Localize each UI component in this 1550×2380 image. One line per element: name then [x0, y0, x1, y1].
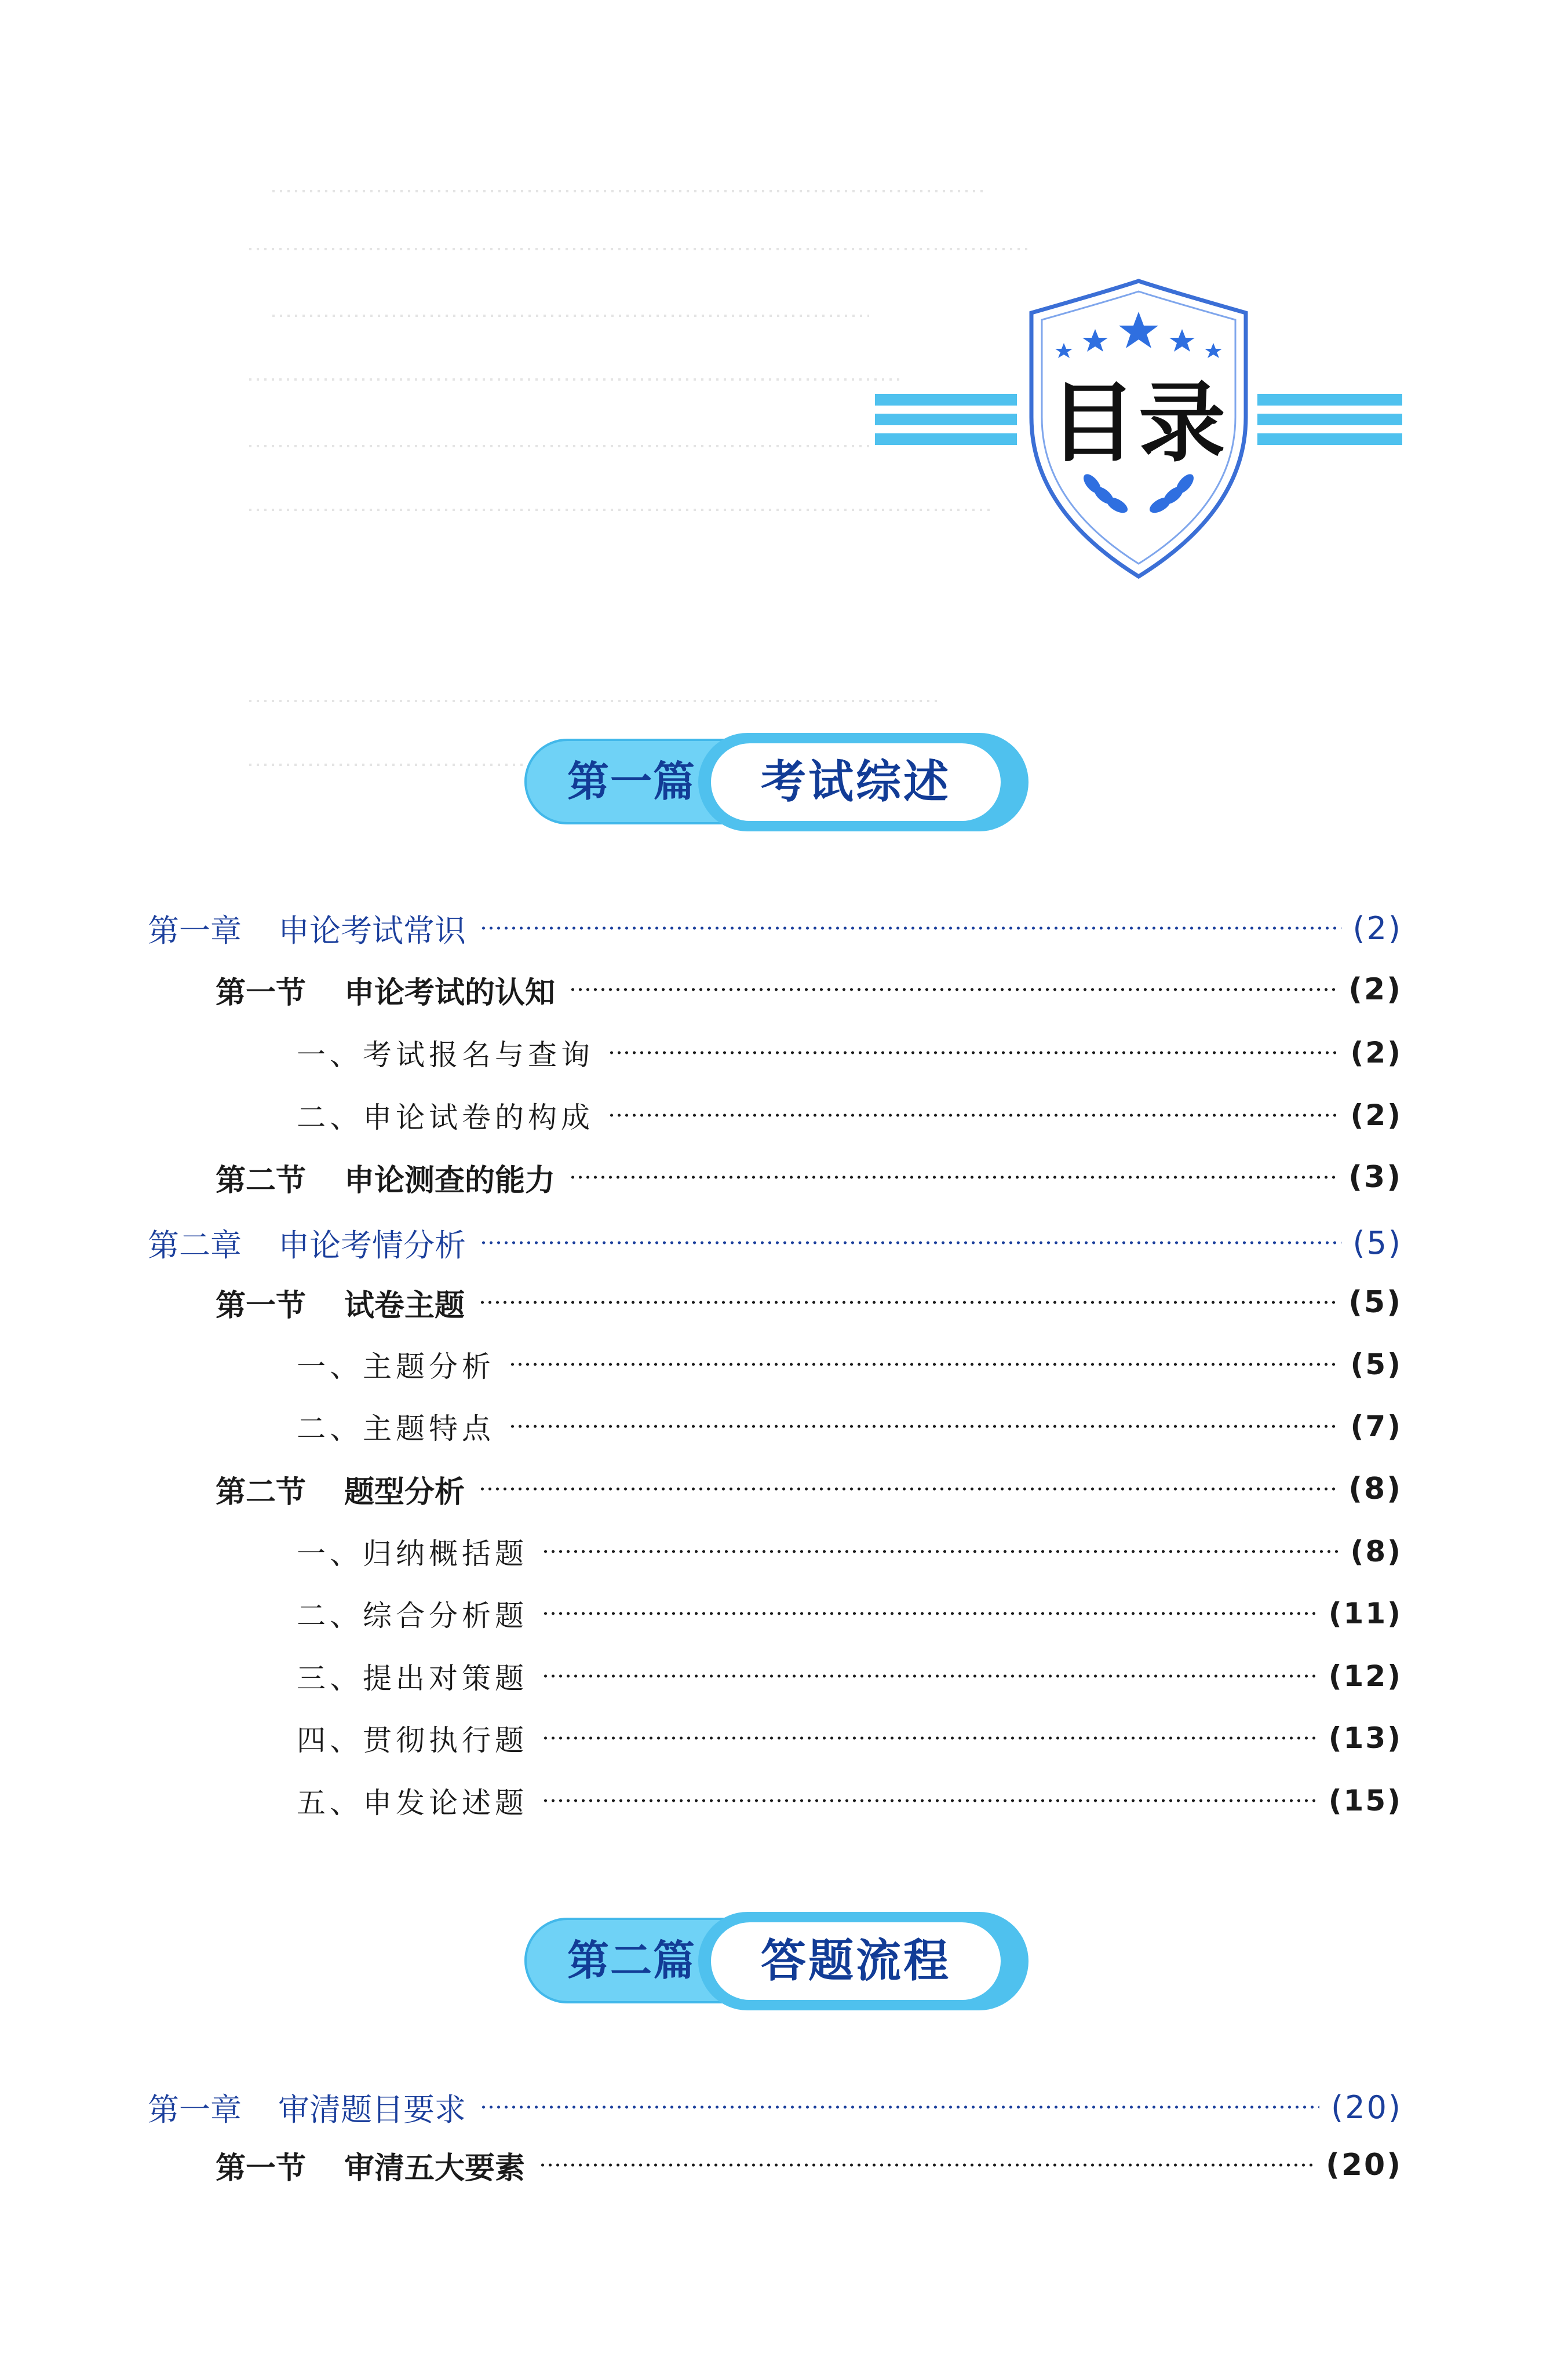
chapter-title: 申论考试常识 — [278, 912, 466, 949]
right-stripes — [1257, 394, 1402, 445]
toc-item-row[interactable] — [297, 1092, 1402, 1138]
section-title: 试卷主题 — [344, 1288, 465, 1323]
toc-item-row[interactable] — [297, 1590, 1402, 1637]
page-number: (12) — [1328, 1659, 1402, 1693]
page-number: (20) — [1326, 2148, 1402, 2182]
section-label: 第二节 — [216, 1474, 307, 1510]
toc-title: 目录 — [1049, 372, 1228, 474]
toc-section-row[interactable] — [216, 2142, 1402, 2188]
part-label: 第一篇 — [567, 757, 696, 806]
page-number: (2) — [1352, 910, 1402, 947]
dot-leader — [539, 2162, 1314, 2168]
page-number: (2) — [1348, 972, 1402, 1007]
dot-leader — [542, 1673, 1317, 1679]
section-label: 第一节 — [216, 2151, 307, 2186]
page-number: (5) — [1352, 1224, 1402, 1261]
page-number: (8) — [1350, 1535, 1402, 1568]
item-title: 五、申发论述题 — [297, 1786, 528, 1820]
section-title: 题型分析 — [344, 1474, 465, 1510]
section-label: 第二节 — [216, 1163, 307, 1198]
dot-leader — [479, 1486, 1337, 1492]
page-number: (13) — [1328, 1721, 1402, 1755]
dot-leader — [480, 1240, 1341, 1246]
dot-leader — [608, 1050, 1339, 1056]
part-label: 第二篇 — [567, 1936, 696, 1985]
dot-leader — [542, 1735, 1317, 1741]
dot-leader — [479, 1299, 1337, 1305]
part-banner-2 — [524, 1912, 1029, 2010]
chapter-label: 第一章 — [148, 912, 242, 949]
toc-section-row[interactable] — [216, 1279, 1402, 1326]
dot-leader — [569, 987, 1337, 992]
page-number: (8) — [1348, 1472, 1402, 1506]
toc-item-row[interactable] — [297, 1403, 1402, 1450]
item-title: 二、主题特点 — [297, 1412, 495, 1445]
dot-leader — [569, 1174, 1337, 1180]
part-title: 考试综述 — [760, 756, 951, 808]
item-title: 一、考试报名与查询 — [297, 1038, 594, 1072]
page-number: (15) — [1328, 1784, 1402, 1817]
part-banner-1 — [524, 733, 1029, 831]
chapter-label: 第一章 — [148, 2091, 242, 2128]
section-title: 申论测查的能力 — [344, 1163, 556, 1198]
item-title: 一、主题分析 — [297, 1350, 495, 1384]
toc-chapter-row[interactable] — [148, 905, 1402, 951]
item-title: 四、贯彻执行题 — [297, 1724, 528, 1757]
page-number: (2) — [1350, 1036, 1402, 1069]
page-number: (20) — [1331, 2089, 1402, 2126]
dot-leader — [542, 1611, 1317, 1616]
item-title: 二、综合分析题 — [297, 1599, 528, 1633]
toc-item-row[interactable] — [297, 1653, 1402, 1699]
section-label: 第一节 — [216, 975, 307, 1010]
chapter-title: 申论考情分析 — [278, 1226, 466, 1264]
toc-item-row[interactable] — [297, 1528, 1402, 1575]
toc-item-row[interactable] — [297, 1777, 1402, 1824]
page-number: (5) — [1350, 1348, 1402, 1381]
section-title: 审清五大要素 — [344, 2151, 526, 2186]
page-number: (5) — [1348, 1285, 1402, 1320]
toc-section-row[interactable] — [216, 966, 1402, 1013]
toc-chapter-row[interactable] — [148, 1220, 1402, 1266]
part-title-box — [698, 733, 1029, 831]
toc-chapter-row[interactable] — [148, 2084, 1402, 2130]
item-title: 一、归纳概括题 — [297, 1537, 528, 1571]
section-title: 申论考试的认知 — [344, 975, 556, 1010]
dot-leader — [509, 1361, 1339, 1367]
dot-leader — [542, 1549, 1339, 1554]
toc-section-row[interactable] — [216, 1466, 1402, 1512]
page-number: (3) — [1348, 1160, 1402, 1195]
chapter-title: 审清题目要求 — [278, 2091, 466, 2128]
dot-leader — [608, 1112, 1339, 1118]
item-title: 三、提出对策题 — [297, 1662, 528, 1695]
toc-item-row[interactable] — [297, 1715, 1402, 1761]
page-number: (7) — [1350, 1410, 1402, 1443]
section-label: 第一节 — [216, 1288, 307, 1323]
left-stripes — [875, 394, 1017, 445]
page-number: (2) — [1350, 1098, 1402, 1132]
dot-leader — [542, 1798, 1317, 1804]
part-title: 答题流程 — [760, 1935, 951, 1987]
dot-leader — [509, 1423, 1339, 1429]
part-title-box — [698, 1912, 1029, 2010]
page-number: (11) — [1328, 1597, 1402, 1630]
toc-title-badge — [869, 278, 1408, 585]
toc-item-row[interactable] — [297, 1030, 1402, 1076]
dot-leader — [480, 925, 1341, 931]
chapter-label: 第二章 — [148, 1226, 242, 1264]
toc-section-row[interactable] — [216, 1154, 1402, 1200]
item-title: 二、申论试卷的构成 — [297, 1101, 594, 1134]
toc-item-row[interactable] — [297, 1341, 1402, 1388]
dot-leader — [480, 2104, 1319, 2110]
